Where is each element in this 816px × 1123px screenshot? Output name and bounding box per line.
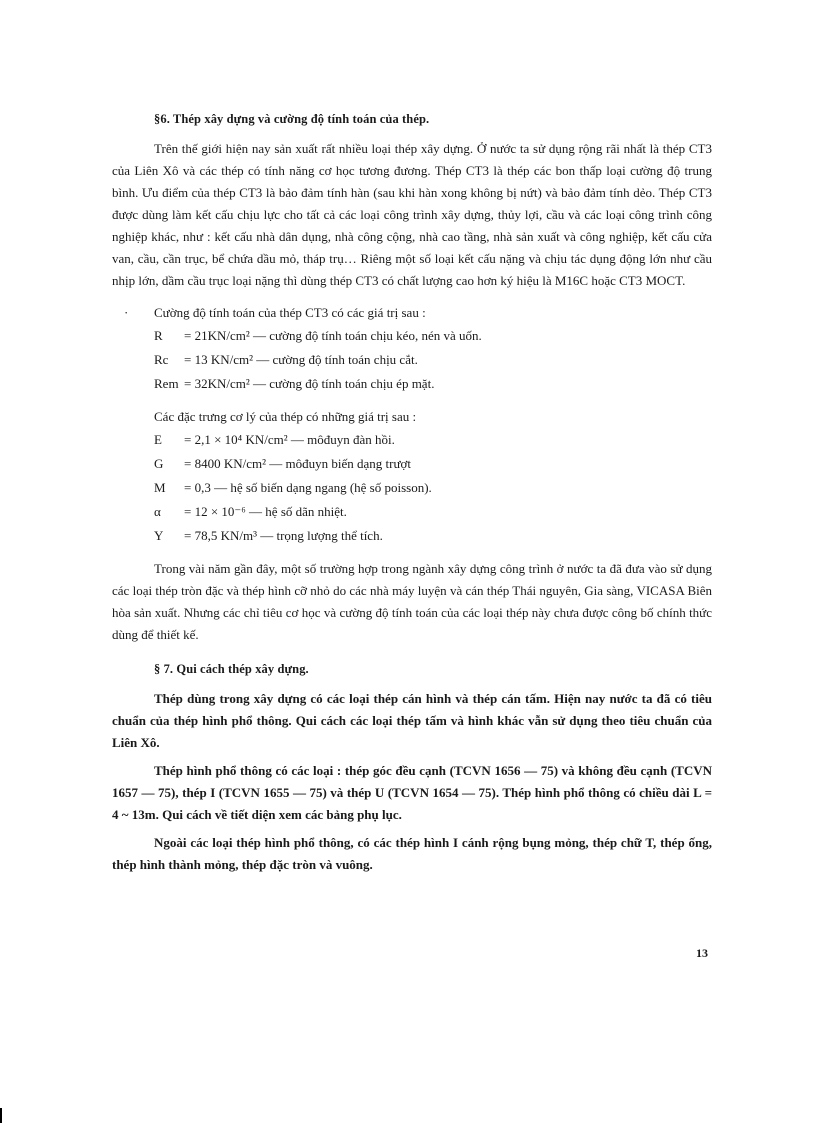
section-7-heading: § 7. Qui cách thép xây dựng. [154, 662, 309, 676]
properties-intro: Các đặc trưng cơ lý của thép có những giá trị sau : [154, 409, 417, 424]
definition: = 78,5 KN/m³ — trọng lượng thể tích. [184, 528, 383, 543]
property-row [154, 500, 712, 524]
symbol: R [154, 328, 163, 343]
strength-intro-text: Cường độ tính toán của thép CT3 có các giá trị sau : [154, 305, 426, 320]
section-6-paragraph-2: Trong vài năm gần đây, một số trường hợp trong ngành xây dựng công trình ở nước ta đã đưa vào sử dụng các loại thép tròn đặc và thép hình cỡ nhỏ do các nhà máy luyện và cán thép Thái nguyên, Gia sàng, VICASA Biên hòa sản xuất. Nhưng các chỉ tiêu cơ học và cường độ tính toán của các loại thép này chưa được công bố chính thức dùng để thiết kế. [112, 561, 712, 642]
definition: = 13 KN/cm² — cường độ tính toán chịu cắt. [184, 352, 418, 367]
definition: = 0,3 — hệ số biến dạng ngang (hệ số poisson). [184, 480, 432, 495]
symbol: G [154, 456, 164, 471]
section-7-paragraph-2: Thép hình phổ thông có các loại : thép góc đều cạnh (TCVN 1656 — 75) và không đều cạnh (TCVN 1657 — 75), thép I (TCVN 1655 — 75) và thép U (TCVN 1654 — 75). Thép hình phổ thông có chiều dài L = 4 ~ 13m. Qui cách về tiết diện xem các bảng phụ lục. [112, 763, 712, 822]
strength-row [154, 324, 712, 348]
symbol: α [154, 504, 161, 519]
scan-edge-mark [0, 1108, 2, 1123]
bullet-icon: · [124, 305, 129, 320]
page-number: 13 [696, 946, 708, 960]
definition: = 32KN/cm² — cường độ tính toán chịu ép mặt. [184, 376, 435, 391]
definition: = 21KN/cm² — cường độ tính toán chịu kéo, nén và uốn. [184, 328, 482, 343]
symbol: Rem [154, 376, 179, 391]
property-row [154, 428, 712, 452]
section-6-heading: §6. Thép xây dựng và cường độ tính toán của thép. [154, 112, 430, 126]
symbol: Rc [154, 352, 169, 367]
section-7-paragraph-1: Thép dùng trong xây dựng có các loại thép cán hình và thép cán tấm. Hiện nay nước ta đã có tiêu chuẩn của thép hình phổ thông. Qui cách các loại thép tấm và hình khác vẫn sử dụng theo tiêu chuẩn của Liên Xô. [112, 691, 712, 750]
strength-row [154, 348, 712, 372]
definition: = 12 × 10⁻⁶ — hệ số dãn nhiệt. [184, 504, 347, 519]
definition: = 2,1 × 10⁴ KN/cm² — môđuyn đàn hồi. [184, 432, 395, 447]
symbol: E [154, 432, 162, 447]
property-row [154, 524, 712, 548]
properties-list [112, 428, 712, 548]
section-7-paragraph-3: Ngoài các loại thép hình phổ thông, có các thép hình I cánh rộng bụng mỏng, thép chữ T, thép ống, thép hình thành mỏng, thép đặc tròn và vuông. [112, 835, 712, 872]
strength-intro [124, 302, 712, 324]
section-6-paragraph-1: Trên thế giới hiện nay sản xuất rất nhiều loại thép xây dựng. Ở nước ta sử dụng rộng rãi nhất là thép CT3 của Liên Xô và các thép có tính năng cơ học tương đương. Thép CT3 là thép các bon thấp loại cường độ trung bình. Ưu điểm của thép CT3 là bảo đảm tính hàn (sau khi hàn xong không bị nứt) và bảo đảm tính dẻo. Thép CT3 được dùng làm kết cấu chịu lực cho tất cả các loại công trình xây dựng, thủy lợi, cầu và các loại công trình công nghiệp khác, như : kết cấu nhà dân dụng, nhà công cộng, nhà cao tầng, nhà sản xuất và công nghiệp, kết cấu cửa van, cầu, cần trục, bể chứa dầu mỏ, tháp trụ… Riêng một số loại kết cấu nặng và chịu tác dụng động lớn như cầu nhịp lớn, dầm cầu trục loại nặng thì dùng thép CT3 có chất lượng cao hơn ký hiệu là M16C hoặc CT3 MOCT. [112, 141, 712, 288]
property-row [154, 452, 712, 476]
symbol: M [154, 480, 166, 495]
strength-list [112, 324, 712, 396]
property-row [154, 476, 712, 500]
strength-row [154, 372, 712, 396]
page-content [112, 112, 712, 876]
definition: = 8400 KN/cm² — môđuyn biến dạng trượt [184, 456, 411, 471]
symbol: Y [154, 528, 164, 543]
